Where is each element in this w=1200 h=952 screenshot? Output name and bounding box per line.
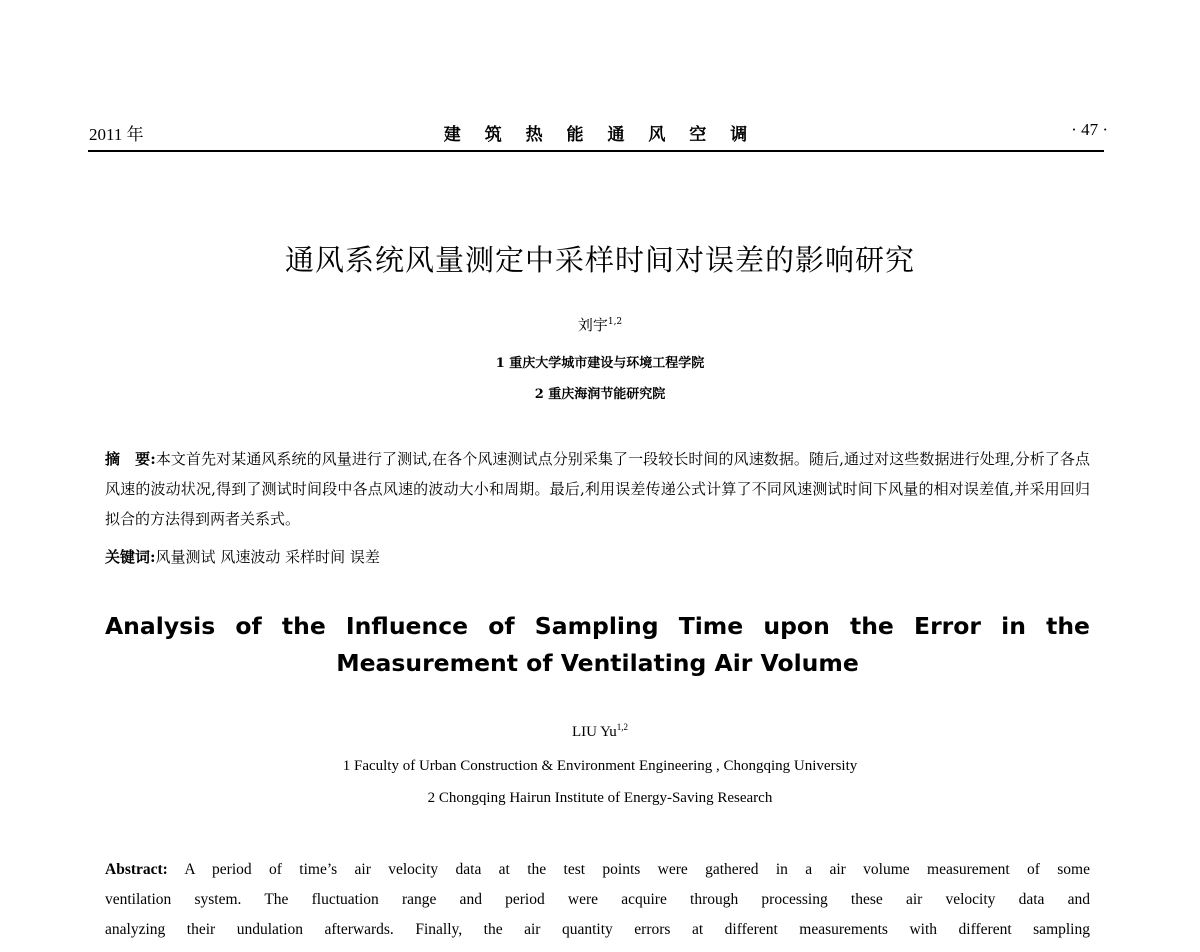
english-abstract-line-1-text: A period of time’s air velocity data at the test points were gathered in a air volume measurement of some — [184, 861, 1090, 878]
english-author-name: LIU Yu — [571, 724, 617, 740]
chinese-keywords-label: 关键词: — [105, 548, 156, 566]
english-abstract-line-3: analyzing their undulation afterwards. Finally, the air quantity errors at different measurements with different sampling — [105, 921, 1090, 938]
english-abstract-line-1 — [105, 855, 1090, 885]
english-title-line-2: Measurement of Ventilating Air Volume — [336, 649, 859, 677]
running-header-page-number: · 47 · — [1071, 120, 1108, 139]
english-affiliation-1: 1 Faculty of Urban Construction & Environment Engineering , Chongqing University — [342, 758, 858, 774]
chinese-keywords-text: 风量测试 风速波动 采样时间 误差 — [155, 548, 380, 566]
chinese-affiliation-2: 2 重庆海润节能研究院 — [534, 387, 666, 402]
english-abstract — [105, 855, 1090, 945]
english-title — [105, 608, 1090, 682]
chinese-abstract-label: 摘 要: — [105, 450, 156, 468]
running-header-year: 2011 年 — [89, 125, 144, 144]
header-rule — [88, 150, 1104, 152]
chinese-title: 通风系统风量测定中采样时间对误差的影响研究 — [284, 243, 915, 277]
chinese-keywords — [105, 546, 1090, 567]
english-author — [0, 722, 1200, 741]
english-affiliation-2: 2 Chongqing Hairun Institute of Energy-Saving Research — [427, 790, 773, 806]
chinese-affiliation-1: 1 重庆大学城市建设与环境工程学院 — [495, 356, 705, 371]
chinese-author-name: 刘宇 — [577, 316, 608, 334]
chinese-abstract — [105, 444, 1090, 534]
english-title-line-1: Analysis of the Influence of Sampling Time upon the Error in the — [105, 612, 1090, 640]
running-header-journal: 建 筑 热 能 通 风 空 调 — [443, 125, 757, 145]
english-abstract-label: Abstract: — [105, 861, 168, 878]
chinese-author — [0, 314, 1200, 335]
chinese-abstract-text: 本文首先对某通风系统的风量进行了测试,在各个风速测试点分别采集了一段较长时间的风速数据。随后,通过对这些数据进行处理,分析了各点风速的波动状况,得到了测试时间段中各点风速的波动大小和周期。最后,利用误差传递公式计算了不同风速测试时间下风量的相对误差值,并采用回归拟合的方法得到两者关系式。 — [105, 450, 1091, 528]
chinese-author-affiliation-marks: 1,2 — [607, 317, 623, 327]
english-author-affiliation-marks: 1,2 — [616, 722, 629, 732]
english-abstract-line-2: ventilation system. The fluctuation range and period were acquire through processing these air velocity data and — [105, 891, 1090, 908]
